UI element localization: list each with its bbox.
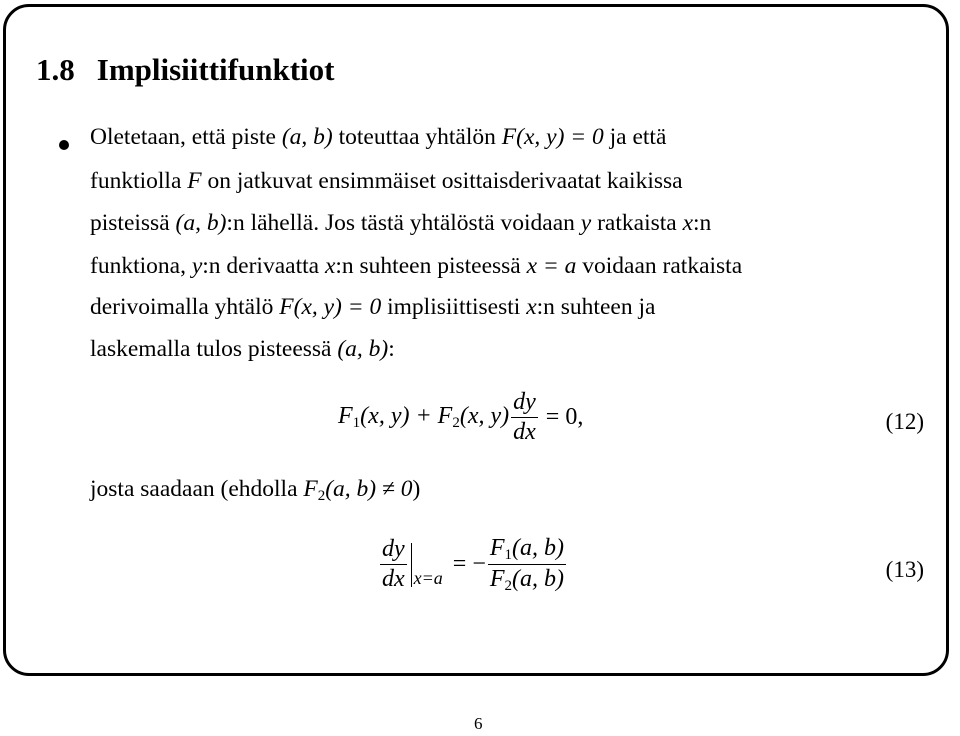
- equation-number-13: (13): [885, 557, 924, 582]
- fraction-denominator: dx: [382, 566, 405, 592]
- text-run: josta saadaan (ehdolla: [90, 476, 304, 502]
- text-run: voidaan ratkaista: [576, 253, 743, 279]
- text-run: on jatkuvat ensimmäiset osittaisderivaatat kaikissa: [201, 168, 683, 194]
- text-run: laskemalla tulos pisteessä: [90, 336, 338, 362]
- equation-13: [378, 534, 568, 614]
- text-run: ): [412, 476, 421, 502]
- section-number: 1.8: [36, 52, 75, 87]
- text-run: :n suhteen pisteessä: [335, 253, 527, 279]
- math-run: y: [191, 253, 203, 279]
- equation-12: [338, 388, 583, 468]
- text-run: implisiittisesti: [381, 294, 527, 320]
- math-run: y: [580, 210, 592, 236]
- math-symbol: F: [338, 402, 353, 429]
- text-run: :n suhteen ja: [536, 294, 656, 320]
- section-heading: [36, 52, 334, 88]
- math-run: x: [526, 294, 537, 320]
- paragraph-line-3: [90, 210, 711, 237]
- math-run: F(x, y) = 0: [501, 124, 604, 150]
- text-run: toteuttaa yhtälön: [332, 124, 502, 150]
- math-run: (x, y) +: [360, 402, 438, 429]
- text-run: funktiona,: [90, 253, 192, 279]
- bullet-dot: [59, 140, 69, 150]
- math-run: F(x, y) = 0: [279, 294, 382, 320]
- math-subscript: 1: [352, 414, 361, 431]
- text-run: ja että: [603, 124, 667, 150]
- math-run: (x, y): [459, 402, 510, 429]
- text-run: derivoimalla yhtälö: [90, 294, 280, 320]
- math-run: (a, b): [512, 535, 565, 561]
- math-symbol: F: [437, 402, 453, 429]
- math-subscript: 1: [504, 547, 513, 563]
- math-run: x = a: [526, 253, 577, 279]
- fraction-numerator: dy: [511, 388, 538, 418]
- section-title: Implisiittifunktiot: [96, 52, 335, 87]
- fraction-dy-dx: [380, 535, 407, 594]
- page-number: 6: [474, 714, 483, 733]
- fraction-F1-over-F2: [488, 534, 566, 595]
- math-run: F: [187, 168, 202, 194]
- evaluation-bar: [411, 543, 412, 587]
- math-run: x: [682, 210, 694, 236]
- text-run: pisteissä: [90, 210, 176, 236]
- math-run: = −: [452, 551, 486, 577]
- paragraph-line-7: [90, 476, 420, 505]
- fraction-dy-dx: [511, 388, 538, 447]
- evaluation-point: x=a: [413, 568, 443, 589]
- paragraph-line-2: [90, 168, 683, 195]
- math-run: (a, b) ≠ 0: [325, 476, 413, 502]
- math-run: (a, b): [512, 566, 565, 592]
- math-run: = 0,: [539, 403, 584, 430]
- math-symbol: F: [303, 476, 318, 502]
- math-subscript: 2: [452, 414, 460, 431]
- paragraph-line-1: [90, 124, 666, 151]
- math-run: (a, b): [281, 124, 333, 150]
- paragraph-line-5: [90, 294, 655, 321]
- text-run: funktiolla: [90, 168, 188, 194]
- math-subscript: 2: [504, 578, 513, 594]
- text-run: :: [388, 336, 395, 362]
- math-symbol: F: [489, 535, 505, 561]
- fraction-numerator: [488, 534, 566, 565]
- paragraph-line-4: [90, 253, 742, 280]
- fraction-denominator: dx: [513, 418, 536, 445]
- text-run: :n: [693, 210, 712, 236]
- math-subscript: 2: [317, 488, 326, 504]
- math-run: (a, b): [175, 210, 227, 236]
- equation-number-12: (12): [885, 409, 924, 434]
- math-run: x: [324, 253, 336, 279]
- paragraph-line-6: [90, 336, 395, 363]
- math-run: (a, b): [337, 336, 389, 362]
- text-run: :n lähellä. Jos tästä yhtälöstä voidaan: [226, 210, 581, 236]
- fraction-numerator: dy: [380, 535, 407, 565]
- math-symbol: F: [489, 566, 505, 592]
- fraction-denominator: [488, 565, 566, 595]
- text-run: :n derivaatta: [202, 253, 325, 279]
- text-run: Oletetaan, että piste: [90, 124, 282, 150]
- text-run: ratkaista: [591, 210, 683, 236]
